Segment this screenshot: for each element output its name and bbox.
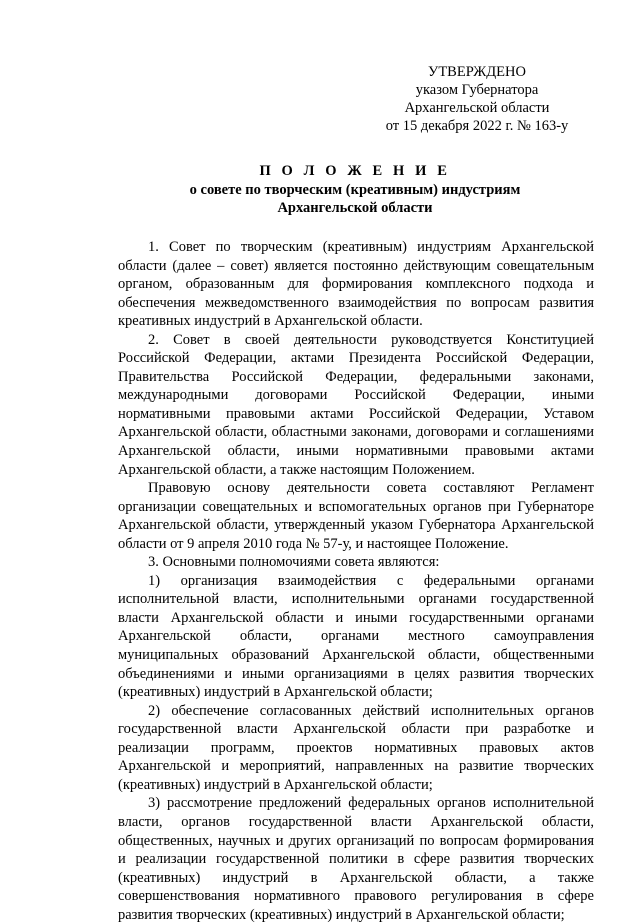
title-main: П О Л О Ж Е Н И Е: [259, 163, 451, 179]
approval-decree-line: указом Губернатора: [415, 82, 539, 98]
approval-region-line: Архангельской области: [404, 100, 550, 116]
paragraph-3-heading: 3. Основными полномочиями совета являются:: [148, 554, 440, 571]
title-subtitle-line2: Архангельской области: [277, 200, 433, 216]
list-item-2: 2) обеспечение согласованных действий исполнительных органов государственной власти Архангельской области при разработке и реализации программ, проектов нормативных правовых актов Архангельской и мероприятий, направленных на развитие творческих (креативных) индустрий в Архангельской области;: [118, 702, 594, 793]
document-title: [118, 162, 592, 218]
approval-date-line: от 15 декабря 2022 г. № 163-у: [385, 118, 569, 134]
paragraph-1: 1. Совет по творческим (креативным) индустриям Архангельской области (далее – совет) является постоянно действующим совещательным органом, образованным для формирования комплексного подхода и обеспечения межведомственного взаимодействия по вопросам развития креативных индустрий в Архангельской области.: [118, 239, 594, 330]
document-body: [118, 238, 594, 924]
paragraph-2: 2. Совет в своей деятельности руководствуется Конституцией Российской Федерации, актами Президента Российской Федерации, Правительства Российской Федерации, федеральными законами, международными договорами Российской Федерации, иными нормативными правовыми актами Российской Федерации, Уставом Архангельской области, областными законами, договорами и соглашениями Архангельской области, иными нормативными правовыми актами Архангельской области, а также настоящим Положением.: [118, 331, 594, 478]
list-item-1: 1) организация взаимодействия с федеральными органами исполнительной власти, исполнительными органами государственной власти Архангельской области и иными государственными органами Архангельской области, органами местного самоуправления муниципальных образований Архангельской области, общественными объединениями и иными организациями в целях развития творческих (креативных) индустрий в Архангельской области;: [118, 572, 594, 701]
approval-stamp: [372, 63, 582, 135]
paragraph-legal-basis: Правовую основу деятельности совета составляют Регламент организации совещательных и вспомогательных органов при Губернаторе Архангельской области, утвержденный указом Губернатора Архангельской области от 9 апреля 2010 года № 57-у, и настоящее Положение.: [118, 480, 594, 552]
title-subtitle-line1: о совете по творческим (креативным) индустриям: [189, 181, 521, 198]
list-item-3: 3) рассмотрение предложений федеральных органов исполнительной власти, органов государственной власти Архангельской области, общественных, научных и других организаций по вопросам формирования и реализации государственной политики в сфере развития творческих (креативных) индустрий в Архангельской области, а также совершенствования нормативного правового регулирования в сфере развития творческих (креативных) индустрий в Архангельской области;: [118, 795, 594, 923]
approval-heading: УТВЕРЖДЕНО: [428, 64, 526, 80]
